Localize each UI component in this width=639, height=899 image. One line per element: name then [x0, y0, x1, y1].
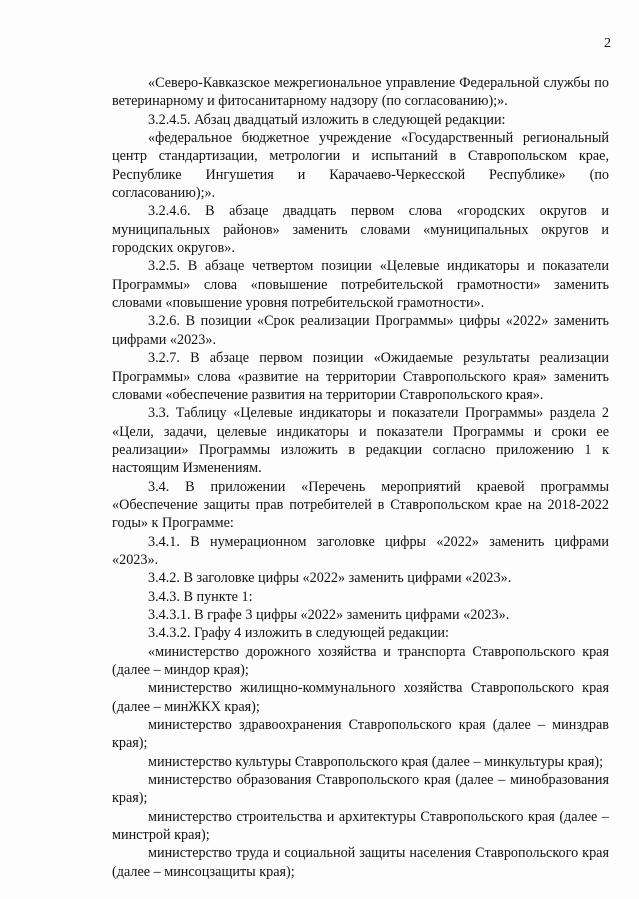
paragraph: 3.2.5. В абзаце четвертом позиции «Целевые индикаторы и показатели Программы» слова «повышение потребительской грамотности» заменить словами «повышение уровня потребительской грамотности». [112, 258, 609, 312]
page-number: 2 [604, 36, 611, 51]
paragraph: 3.4.1. В нумерационном заголовке цифры «2022» заменить цифрами «2023». [112, 533, 609, 568]
paragraph: министерство здравоохранения Ставропольского края (далее – минздрав края); [112, 717, 609, 752]
paragraph: 3.4. В приложении «Перечень мероприятий краевой программы «Обеспечение защиты прав потребителей в Ставропольском крае на 2018-2022 годы» к Программе: [112, 478, 609, 532]
paragraph: министерство жилищно-коммунального хозяйства Ставропольского края (далее – минЖКХ края); [112, 680, 609, 715]
paragraph: министерство культуры Ставропольского края (далее – минкультуры края); [148, 753, 604, 770]
paragraph: 3.4.3. В пункте 1: [148, 588, 253, 605]
paragraph: «Северо-Кавказское межрегиональное управление Федеральной службы по ветеринарному и фитосанитарному надзору (по согласованию);». [112, 75, 609, 110]
paragraph: 3.2.4.6. В абзаце двадцать первом слова «городских округов и муниципальных районов» заменить словами «муниципальных округов и городских округов». [112, 203, 609, 257]
paragraph: 3.2.7. В абзаце первом позиции «Ожидаемые результаты реализации Программы» слова «развитие на территории Ставропольского края» заменить словами «обеспечение развития на территории Ставропольского края». [112, 350, 609, 403]
paragraph: 3.2.4.5. Абзац двадцатый изложить в следующей редакции: [148, 111, 506, 128]
paragraph: 3.3. Таблицу «Целевые индикаторы и показатели Программы» раздела 2 «Цели, задачи, целевые индикаторы и показатели Программы и сроки ее реализации» Программы изложить в редакции согласно приложению 1 к настоящим Изменениям. [112, 405, 609, 477]
paragraph: «федеральное бюджетное учреждение «Государственный региональный центр стандартизации, метрологии и испытаний в Ставропольском крае, Республике Ингушетия и Карачаево-Черкесской Республике» (по согласованию);». [112, 130, 609, 202]
paragraph: министерство строительства и архитектуры Ставропольского края (далее – минстрой края); [112, 808, 609, 844]
paragraph: министерство труда и социальной защиты населения Ставропольского края (далее – минсоцзащиты края); [112, 845, 609, 880]
paragraph: «министерство дорожного хозяйства и транспорта Ставропольского края (далее – миндор края); [112, 643, 609, 678]
paragraph: министерство образования Ставропольского края (далее – минобразования края); [112, 772, 609, 807]
paragraph: 3.4.3.1. В графе 3 цифры «2022» заменить цифрами «2023». [148, 606, 510, 623]
paragraph: 3.4.3.2. Графу 4 изложить в следующей редакции: [148, 625, 449, 642]
paragraph: 3.2.6. В позиции «Срок реализации Программы» цифры «2022» заменить цифрами «2023». [112, 313, 609, 348]
document-body [112, 74, 609, 881]
paragraph: 3.4.2. В заголовке цифры «2022» заменить цифрами «2023». [148, 570, 512, 587]
